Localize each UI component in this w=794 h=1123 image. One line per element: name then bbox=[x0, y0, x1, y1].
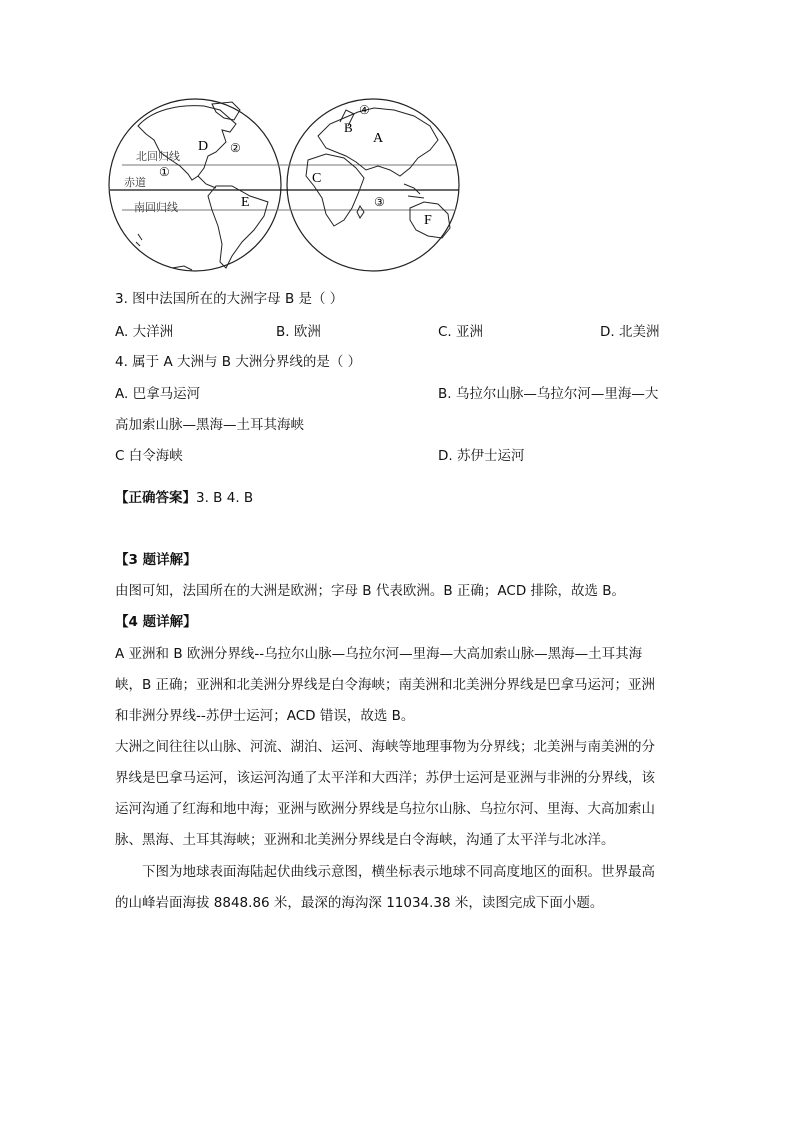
tropic-of-capricorn-label: 南回归线 bbox=[134, 202, 178, 214]
question-4-option-a[interactable]: A. 巴拿马运河 bbox=[115, 386, 201, 402]
question-4-option-c[interactable]: C 白令海峡 bbox=[115, 448, 183, 464]
north-america-outline bbox=[138, 106, 236, 180]
continent-label-f: F bbox=[424, 213, 432, 228]
explain-4-line-2: 峡，B 正确；亚洲和北美洲分界线是白令海峡；南美洲和北美洲分界线是巴拿马运河；亚洲 bbox=[115, 677, 656, 693]
equator-label: 赤道 bbox=[124, 177, 146, 189]
ocean-label-4: ④ bbox=[359, 103, 370, 117]
world-hemispheres-map bbox=[108, 96, 468, 276]
ocean-label-2: ② bbox=[230, 141, 241, 155]
correct-answer-label: 【正确答案】 bbox=[115, 490, 196, 506]
continent-label-d: D bbox=[198, 139, 209, 154]
question-3-option-d[interactable]: D. 北美洲 bbox=[600, 324, 660, 340]
explain-3-text: 由图可知，法国所在的大洲是欧洲；字母 B 代表欧洲。B 正确；ACD 排除，故选 B。 bbox=[115, 583, 626, 599]
explain-3-title: 【3 题详解】 bbox=[115, 552, 197, 568]
tropic-of-cancer-label: 北回归线 bbox=[136, 151, 180, 163]
ocean-label-3: ③ bbox=[374, 195, 385, 209]
question-3-option-c[interactable]: C. 亚洲 bbox=[438, 324, 484, 340]
continent-label-b: B bbox=[344, 120, 353, 135]
explain-4-title: 【4 题详解】 bbox=[115, 614, 197, 630]
continent-label-e: E bbox=[241, 195, 250, 210]
question-4-option-b[interactable]: B. 乌拉尔山脉—乌拉尔河—里海—大 bbox=[438, 386, 659, 402]
continent-label-a: A bbox=[373, 131, 384, 146]
question-3-option-a[interactable]: A. 大洋洲 bbox=[115, 324, 174, 340]
question-4-option-d[interactable]: D. 苏伊士运河 bbox=[438, 448, 525, 464]
south-america-outline bbox=[208, 186, 268, 268]
intro-line-2: 的山峰岩面海拔 8848.86 米，最深的海沟深 11034.38 米，读图完成下面小题。 bbox=[115, 895, 604, 911]
explain-4-line-3: 和非洲分界线--苏伊士运河；ACD 错误，故选 B。 bbox=[115, 708, 415, 724]
correct-answer-values: 3. B 4. B bbox=[196, 490, 254, 506]
explain-4-line-5: 界线是巴拿马运河，该运河沟通了太平洋和大西洋；苏伊士运河是亚洲与非洲的分界线，该 bbox=[115, 770, 655, 786]
ocean-label-1: ① bbox=[159, 165, 170, 179]
question-3-stem: 3. 图中法国所在的大洲字母 B 是（ ） bbox=[115, 291, 344, 307]
question-4-option-b-continued: 高加索山脉—黑海—土耳其海峡 bbox=[115, 417, 304, 433]
continent-label-c: C bbox=[312, 171, 322, 186]
explain-4-line-6: 运河沟通了红海和地中海；亚洲与欧洲分界线是乌拉尔山脉、乌拉尔河、里海、大高加索山 bbox=[115, 801, 655, 817]
intro-line-1: 下图为地球表面海陆起伏曲线示意图，横坐标表示地球不同高度地区的面积。世界最高 bbox=[142, 864, 655, 880]
question-3-option-b[interactable]: B. 欧洲 bbox=[276, 324, 321, 340]
question-4-stem: 4. 属于 A 大洲与 B 大洲分界线的是（ ） bbox=[115, 354, 362, 370]
correct-answer bbox=[115, 486, 253, 506]
explain-4-line-4: 大洲之间往往以山脉、河流、湖泊、运河、海峡等地理事物为分界线；北美洲与南美洲的分 bbox=[115, 739, 655, 755]
explain-4-line-1: A 亚洲和 B 欧洲分界线--乌拉尔山脉—乌拉尔河—里海—大高加索山脉—黑海—土耳其海 bbox=[115, 646, 643, 662]
explain-4-line-7: 脉、黑海、土耳其海峡；亚洲和北美洲分界线是白令海峡，沟通了太平洋与北冰洋。 bbox=[115, 832, 615, 848]
